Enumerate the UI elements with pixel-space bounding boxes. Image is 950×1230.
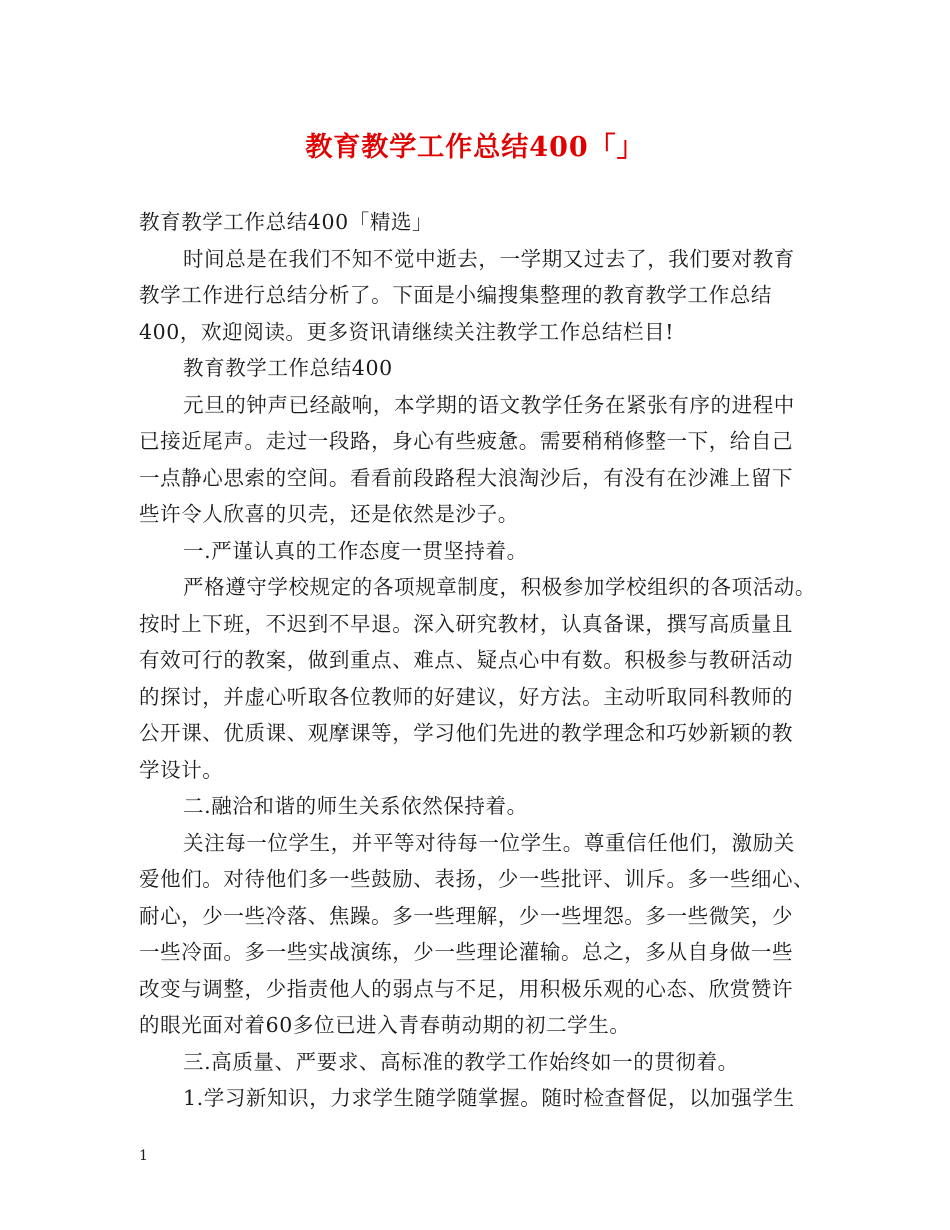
paragraph-line: 400，欢迎阅读。更多资讯请继续关注教学工作总结栏目! bbox=[139, 319, 675, 344]
paragraph-line: 耐心，少一些冷落、焦躁。多一些理解，少一些埋怨。多一些微笑，少 bbox=[139, 903, 794, 928]
section-heading: 教育教学工作总结400 bbox=[183, 356, 393, 380]
paragraph-line: 一点静心思索的空间。看看前段路程大浪淘沙后，有没有在沙滩上留下 bbox=[139, 465, 794, 490]
paragraph-line: 元旦的钟声已经敲响，本学期的语文教学任务在紧张有序的进程中 bbox=[183, 392, 795, 417]
paragraph-line: 时间总是在我们不知不觉中逝去，一学期又过去了，我们要对教育 bbox=[183, 246, 795, 271]
paragraph-line: 学设计。 bbox=[139, 757, 224, 782]
section-heading: 一.严谨认真的工作态度一贯坚持着。 bbox=[183, 538, 528, 563]
paragraph-line: 的探讨，并虚心听取各位教师的好建议，好方法。主动听取同科教师的 bbox=[139, 684, 794, 709]
section-heading: 二.融洽和谐的师生关系依然保持着。 bbox=[183, 794, 528, 818]
document-title: 教育教学工作总结400「」 bbox=[305, 132, 645, 163]
paragraph-line: 教学工作进行总结分析了。下面是小编搜集整理的教育教学工作总结 bbox=[139, 283, 772, 307]
paragraph-line: 的眼光面对着60多位已进入青春萌动期的初二学生。 bbox=[139, 1013, 631, 1037]
paragraph-line: 爱他们。对待他们多一些鼓励、表扬，少一些批评、训斥。多一些细心、 bbox=[139, 867, 815, 891]
paragraph-line: 1.学习新知识，力求学生随学随掌握。随时检查督促，以加强学生 bbox=[183, 1086, 795, 1110]
paragraph-line: 按时上下班，不迟到不早退。深入研究教材，认真备课，撰写高质量且 bbox=[139, 611, 794, 636]
paragraph-line: 些许令人欣喜的贝壳，还是依然是沙子。 bbox=[139, 502, 519, 526]
section-heading: 三.高质量、严要求、高标准的教学工作始终如一的贯彻着。 bbox=[183, 1049, 739, 1074]
paragraph-line: 严格遵守学校规定的各项规章制度，积极参加学校组织的各项活动。 bbox=[183, 575, 816, 599]
paragraph-line: 已接近尾声。走过一段路，身心有些疲惫。需要稍稍修整一下，给自己 bbox=[139, 429, 794, 453]
paragraph-line: 改变与调整，少指责他人的弱点与不足，用积极乐观的心态、欣赏赞许 bbox=[139, 976, 794, 1001]
document-body bbox=[139, 204, 819, 1117]
page-number: 1 bbox=[139, 1148, 148, 1164]
paragraph-line: 公开课、优质课、观摩课等，学习他们先进的教学理念和巧妙新颖的教 bbox=[139, 721, 794, 745]
paragraph-line: 一些冷面。多一些实战演练，少一些理论灌输。总之，多从自身做一些 bbox=[139, 940, 794, 964]
paragraph-line: 有效可行的教案，做到重点、难点、疑点心中有数。积极参与教研活动 bbox=[139, 648, 794, 672]
subtitle-line: 教育教学工作总结400「精选」 bbox=[139, 210, 434, 234]
paragraph-line: 关注每一位学生，并平等对待每一位学生。尊重信任他们，激励关 bbox=[183, 830, 795, 855]
